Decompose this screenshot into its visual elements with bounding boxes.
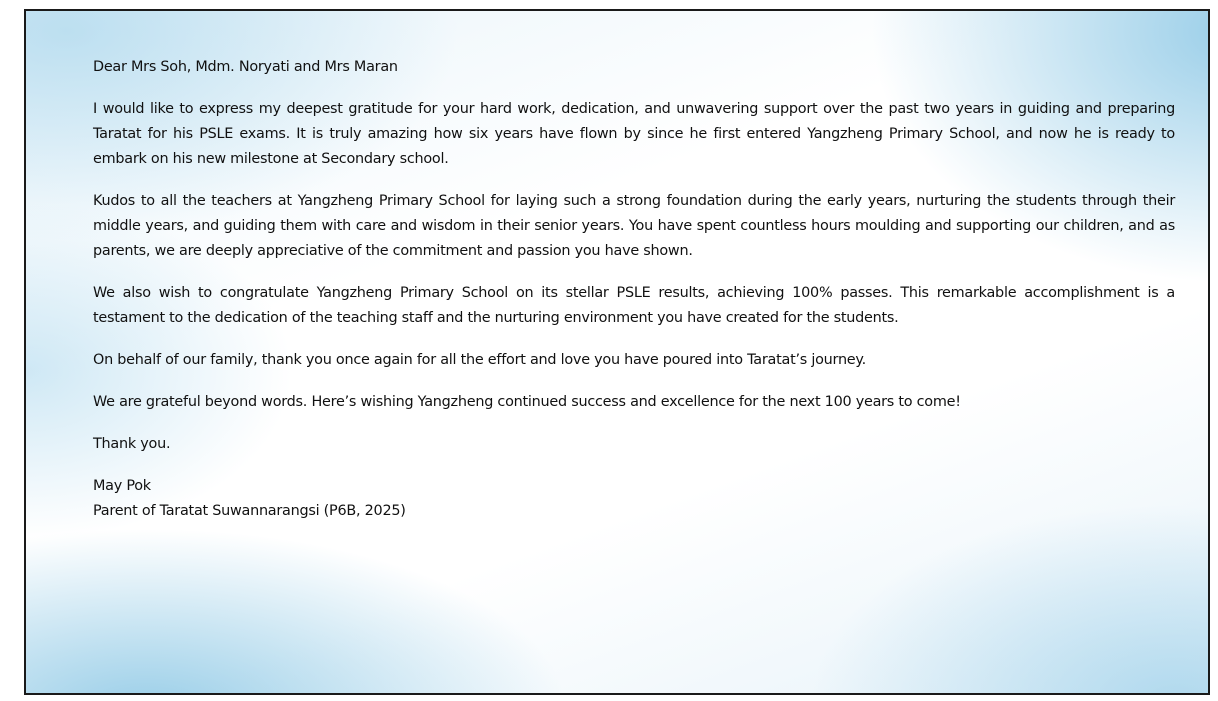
letter-paragraph-family-thanks: On behalf of our family, thank you once again for all the effort and love you have poured into Taratat’s journey.	[93, 352, 866, 368]
signature-title: Parent of Taratat Suwannarangsi (P6B, 2025)	[93, 503, 406, 519]
letter-signature	[93, 474, 1175, 524]
letter-closing: Thank you.	[93, 436, 171, 452]
signature-name: May Pok	[93, 478, 151, 494]
letter-card	[24, 9, 1210, 695]
letter-paragraph-gratitude: I would like to express my deepest gratitude for your hard work, dedication, and unwavering support over the past two years in guiding and preparing Taratat for his PSLE exams. It is truly amazing how six years have flown by since he first entered Yangzheng Primary School, and now he is ready to embark on his new milestone at Secondary school.	[93, 101, 1175, 167]
letter-greeting: Dear Mrs Soh, Mdm. Noryati and Mrs Maran	[93, 59, 398, 75]
letter-paragraph-wishes: We are grateful beyond words. Here’s wishing Yangzheng continued success and excellence for the next 100 years to come!	[93, 394, 961, 410]
letter-body	[93, 55, 1175, 524]
letter-paragraph-congratulations: We also wish to congratulate Yangzheng Primary School on its stellar PSLE results, achieving 100% passes. This remarkable accomplishment is a testament to the dedication of the teaching staff and the nurturing environment you have created for the students.	[93, 285, 1175, 326]
letter-paragraph-kudos: Kudos to all the teachers at Yangzheng Primary School for laying such a strong foundation during the early years, nurturing the students through their middle years, and guiding them with care and wisdom in their senior years. You have spent countless hours moulding and supporting our children, and as parents, we are deeply appreciative of the commitment and passion you have shown.	[93, 193, 1175, 259]
